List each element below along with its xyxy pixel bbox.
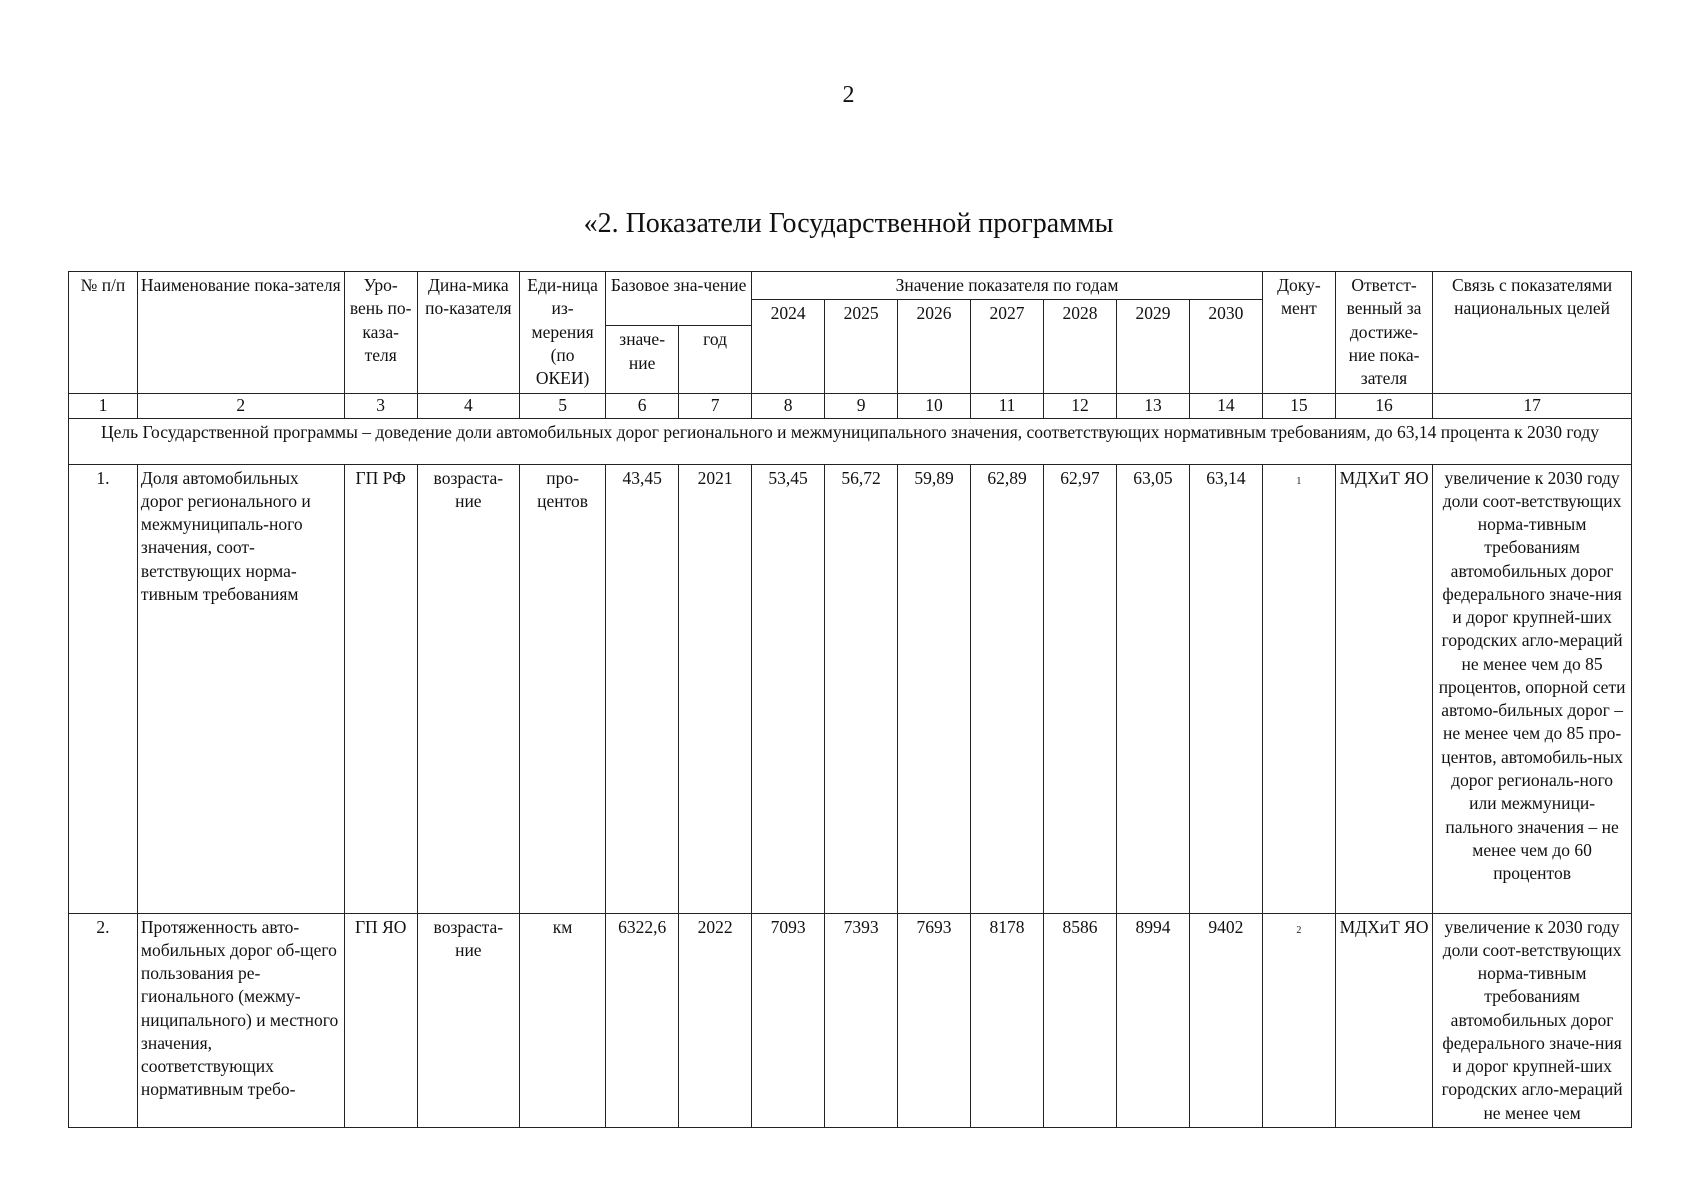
column-number: 10 (898, 394, 971, 418)
goal-row (69, 418, 1632, 464)
row-value: 62,97 (1044, 464, 1117, 913)
column-number: 16 (1335, 394, 1432, 418)
header-base: Базовое зна-чение (606, 272, 752, 326)
column-number: 1 (69, 394, 138, 418)
row-responsible: МДХиТ ЯО (1335, 913, 1432, 1127)
header-num: № п/п (69, 272, 138, 394)
header-year: 2028 (1044, 300, 1117, 394)
header-unit: Еди-ница из-мерения (по ОКЕИ) (520, 272, 606, 394)
header-year: 2029 (1116, 300, 1189, 394)
column-number: 17 (1433, 394, 1632, 418)
row-value: 7093 (752, 913, 825, 1127)
row-value: 8586 (1044, 913, 1117, 1127)
header-link: Связь с показателями национальных целей (1433, 272, 1632, 394)
table-row (69, 913, 1632, 1127)
row-dynamics: возраста-ние (417, 913, 519, 1127)
column-number: 4 (417, 394, 519, 418)
header-dynamics: Дина-мика по-казателя (417, 272, 519, 394)
header-year: 2030 (1189, 300, 1262, 394)
column-number: 6 (606, 394, 679, 418)
column-numbers-row (69, 394, 1632, 418)
column-number: 13 (1116, 394, 1189, 418)
header-year: 2026 (898, 300, 971, 394)
footnote-marker: 2 (1296, 924, 1302, 936)
indicators-table (68, 271, 1632, 1128)
header-year: 2024 (752, 300, 825, 394)
header-base-value: значе-ние (606, 326, 679, 394)
row-document-footnote (1262, 464, 1335, 913)
header-responsible: Ответст-венный за достиже-ние пока-зателя (1335, 272, 1432, 394)
row-value: 7393 (825, 913, 898, 1127)
row-value: 7693 (898, 913, 971, 1127)
row-name: Доля автомобильных дорог регионального и межмуниципаль-ного значения, соот-ветствующих норма-тивным требованиям (137, 464, 344, 913)
row-num: 2. (69, 913, 138, 1127)
column-number: 11 (971, 394, 1044, 418)
row-link: увеличение к 2030 году доли соот-ветствующих норма-тивным требованиям автомобильных дорог федерального значе-ния и дорог крупней-ших городских агло-мераций не менее чем (1433, 913, 1632, 1127)
row-level: ГП РФ (344, 464, 417, 913)
header-name: Наименование пока-зателя (137, 272, 344, 394)
row-document-footnote (1262, 913, 1335, 1127)
header-year: 2025 (825, 300, 898, 394)
row-level: ГП ЯО (344, 913, 417, 1127)
row-value: 56,72 (825, 464, 898, 913)
goal-text: Цель Государственной программы – доведение доли автомобильных дорог регионального и межмуниципального значения, соответствующих нормативным требованиям, до 63,14 процента к 2030 году (69, 418, 1632, 464)
row-unit: про-центов (520, 464, 606, 913)
row-base-value: 43,45 (606, 464, 679, 913)
row-unit: км (520, 913, 606, 1127)
column-number: 8 (752, 394, 825, 418)
row-value: 9402 (1189, 913, 1262, 1127)
row-num: 1. (69, 464, 138, 913)
row-value: 8178 (971, 913, 1044, 1127)
column-number: 2 (137, 394, 344, 418)
header-level: Уро-вень по-каза-теля (344, 272, 417, 394)
row-dynamics: возраста-ние (417, 464, 519, 913)
column-number: 3 (344, 394, 417, 418)
row-base-year: 2022 (679, 913, 752, 1127)
header-row-1 (69, 272, 1632, 300)
column-number: 5 (520, 394, 606, 418)
table-row (69, 464, 1632, 913)
header-by-years: Значение показателя по годам (752, 272, 1263, 300)
row-name: Протяженность авто-мобильных дорог об-щего пользования ре-гионального (межму-ниципального) и местного значения, соответствующих нормативным требо- (137, 913, 344, 1127)
header-year: 2027 (971, 300, 1044, 394)
column-number: 7 (679, 394, 752, 418)
row-value: 63,14 (1189, 464, 1262, 913)
row-link: увеличение к 2030 году доли соот-ветствующих норма-тивным требованиям автомобильных дорог федерального значе-ния и дорог крупней-ших городских агло-мераций не менее чем до 85 процентов, опорной сети автомо-бильных дорог – не менее чем до 85 про-центов, автомобиль-ных дорог региональ-ного или межмуници-пального значения – не менее чем до 60 процентов (1433, 464, 1632, 913)
row-base-value: 6322,6 (606, 913, 679, 1127)
row-base-year: 2021 (679, 464, 752, 913)
page-number: 2 (842, 82, 855, 108)
header-base-year: год (679, 326, 752, 394)
column-number: 9 (825, 394, 898, 418)
header-document: Доку-мент (1262, 272, 1335, 394)
column-number: 15 (1262, 394, 1335, 418)
footnote-marker: 1 (1296, 475, 1302, 487)
row-value: 62,89 (971, 464, 1044, 913)
row-value: 59,89 (898, 464, 971, 913)
row-value: 53,45 (752, 464, 825, 913)
row-responsible: МДХиТ ЯО (1335, 464, 1432, 913)
row-value: 8994 (1116, 913, 1189, 1127)
document-title: «2. Показатели Государственной программы (583, 208, 1114, 239)
column-number: 14 (1189, 394, 1262, 418)
column-number: 12 (1044, 394, 1117, 418)
row-value: 63,05 (1116, 464, 1189, 913)
